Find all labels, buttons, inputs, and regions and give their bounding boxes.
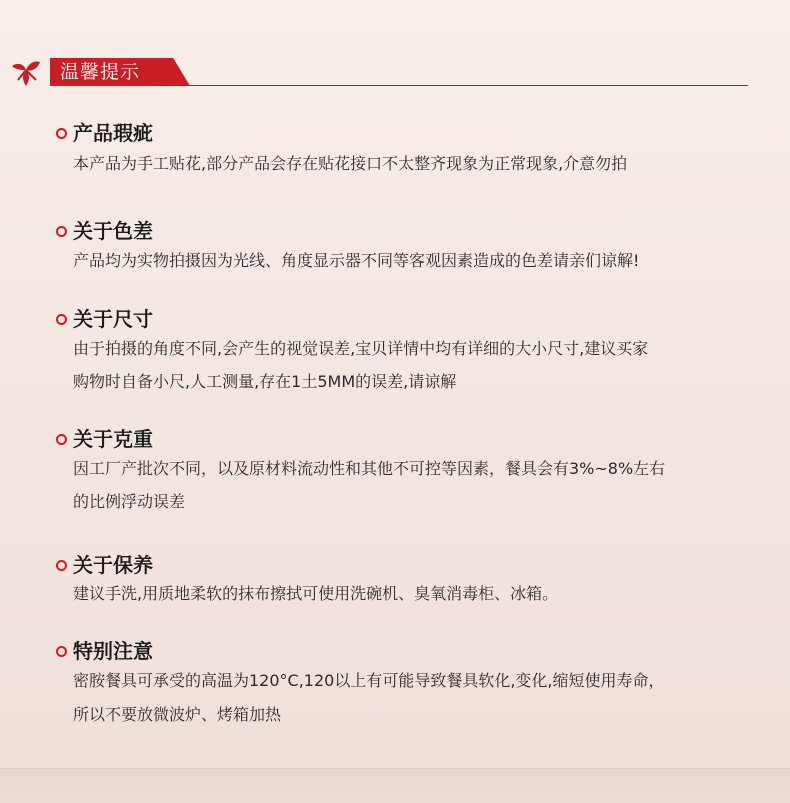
header-rule	[158, 85, 748, 86]
section-text: 密胺餐具可承受的高温为120°C,120以上有可能导致餐具软化,变化,缩短使用寿命，	[73, 671, 665, 690]
section-title: 关于克重	[73, 427, 153, 451]
header-title: 温馨提示	[60, 61, 141, 83]
section-text: 产品均为实物拍摄因为光线、角度显示器不同等客观因素造成的色差请亲们谅解!	[73, 251, 640, 270]
section-text: 由于拍摄的角度不同,会产生的视觉误差,宝贝详情中均有详细的大小尺寸,建议买家	[73, 339, 649, 358]
bullet-circle-icon	[56, 226, 67, 237]
section-title: 关于色差	[73, 219, 153, 243]
section-text: 本产品为手工贴花,部分产品会存在贴花接口不太整齐现象为正常现象,介意勿拍	[73, 154, 628, 173]
section-text: 因工厂产批次不同，以及原材料流动性和其他不可控等因素，餐具会有3%~8%左右	[73, 459, 666, 478]
bullet-circle-icon	[56, 314, 67, 325]
section-text: 购物时自备小尺,人工测量,存在1土5MM的误差,请谅解	[73, 372, 457, 391]
section-text: 建议手洗,用质地柔软的抹布擦拭可使用洗碗机、臭氧消毒柜、冰箱。	[73, 584, 559, 603]
section-title: 关于尺寸	[73, 307, 153, 331]
red-leaf-icon	[8, 56, 48, 88]
bullet-circle-icon	[56, 128, 67, 139]
header	[8, 56, 750, 88]
bottom-band	[0, 768, 790, 803]
section-title: 产品瑕疵	[73, 121, 153, 145]
bullet-circle-icon	[56, 646, 67, 657]
section-text: 的比例浮动误差	[73, 492, 186, 511]
bullet-circle-icon	[56, 560, 67, 571]
bullet-circle-icon	[56, 434, 67, 445]
section-title: 关于保养	[73, 553, 153, 577]
section-title: 特别注意	[73, 639, 153, 663]
section-text: 所以不要放微波炉、烤箱加热	[73, 705, 282, 724]
